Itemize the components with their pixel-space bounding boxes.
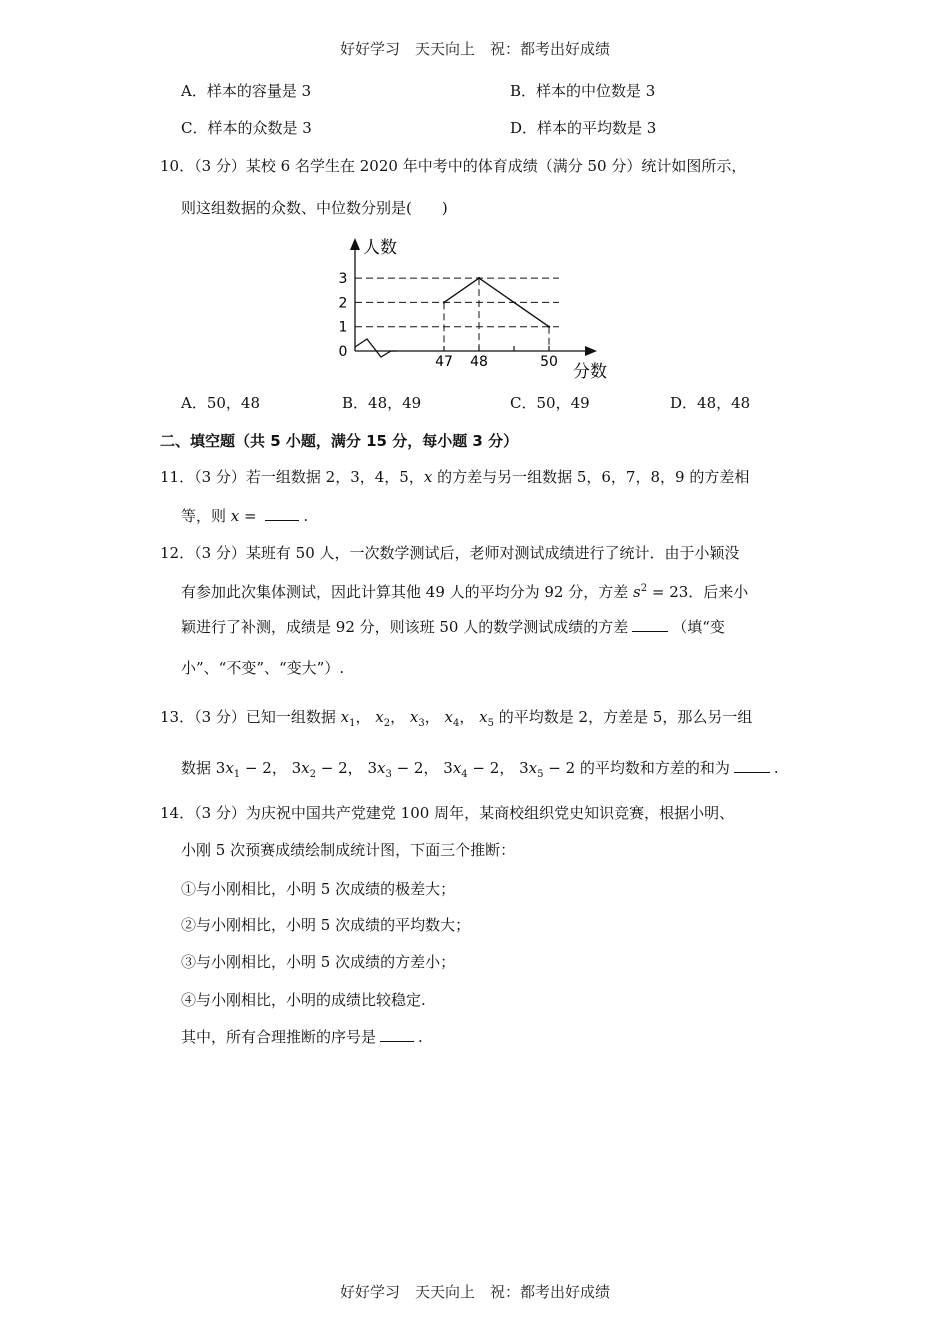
q10-stem-line2: 则这组数据的众数、中位数分别是( ) — [181, 199, 448, 217]
chart-grid — [355, 278, 559, 351]
q13-bsub3: 3 — [385, 769, 392, 780]
q13-sub2: 2 — [383, 718, 391, 729]
q9-option-a: A．样本的容量是 3 — [181, 82, 312, 100]
q13-m2: − 2 — [316, 759, 348, 777]
q13-bsub1: 1 — [233, 769, 241, 780]
axis-break — [355, 339, 397, 357]
q14-item-2: ②与小刚相比，小明 5 次成绩的平均数大； — [181, 916, 471, 934]
q13-sub1: 1 — [349, 718, 356, 729]
q12-line2 — [181, 579, 748, 602]
q13-coef2: 3 — [291, 759, 302, 777]
chart-labels — [339, 238, 607, 382]
y-axis-arrow — [350, 238, 360, 250]
q13-m4: − 2 — [467, 759, 500, 777]
q14-end: . — [418, 1028, 423, 1046]
q13-coef4: 3 — [443, 759, 453, 777]
q13-x4: x — [444, 708, 454, 726]
q14-last — [181, 1027, 423, 1047]
q11-text-e: . — [303, 507, 309, 525]
x-tick-label-47: 47 — [435, 354, 453, 370]
q13-bx1: x — [225, 759, 234, 777]
q10-chart — [335, 236, 615, 386]
q11-text-a: 11．（3 分）若一组数据 2，3，4，5， — [160, 468, 424, 486]
q13-bsub4: 4 — [461, 769, 468, 780]
q13-sub4: 4 — [453, 718, 460, 729]
q11-var-2: x — [230, 507, 240, 525]
q13-sub5: 5 — [487, 718, 495, 729]
q14-answer-blank — [380, 1027, 414, 1042]
q12-sup: 2 — [640, 583, 648, 594]
q12-line4: 小”、“不变”、“变大”）. — [181, 659, 345, 677]
q13-text-c: 数据 — [181, 759, 216, 777]
x-axis-label: 分数 — [573, 362, 607, 382]
q12-text-d: （填“变 — [672, 618, 725, 636]
q14-line2: 小刚 5 次预赛成绩绘制成统计图，下面三个推断： — [181, 841, 516, 859]
q12-line3 — [181, 617, 725, 637]
q13-m1: − 2 — [240, 759, 272, 777]
q12-answer-blank — [632, 617, 668, 632]
q14-item-1: ①与小刚相比，小明 5 次成绩的极差大； — [181, 880, 456, 898]
y-tick-label-1: 1 — [338, 319, 348, 336]
q10-option-b: B．48，49 — [342, 394, 422, 412]
q11-text-d: = — [239, 507, 262, 525]
q13-x5: x — [479, 708, 488, 726]
q14-line1: 14．（3 分）为庆祝中国共产党建党 100 周年，某商校组织党史知识竞赛，根据小明、 — [160, 804, 735, 822]
q9-option-b: B．样本的中位数是 3 — [510, 82, 656, 100]
q13-text-d: 的平均数和方差的和为 — [575, 759, 730, 777]
q10-stem-line1: 10．（3 分）某校 6 名学生在 2020 年中考中的体育成绩（满分 50 分）统计如图所示， — [160, 157, 747, 175]
q13-coef1: 3 — [215, 759, 226, 777]
q13-m3: − 2 — [391, 759, 424, 777]
page-footer: 好好学习 天天向上 祝：都考出好成绩 — [339, 1283, 610, 1301]
q12-line1: 12．（3 分）某班有 50 人，一次数学测试后，老师对测试成绩进行了统计．由于小颖没 — [160, 544, 740, 562]
q13-bx2: x — [301, 759, 310, 777]
y-tick-label-2: 2 — [338, 295, 348, 312]
q9-option-d: D．样本的平均数是 3 — [510, 119, 657, 137]
q13-text-a: 13．（3 分）已知一组数据 — [160, 708, 341, 726]
q13-coef5: 3 — [519, 759, 529, 777]
q13-bx3: x — [376, 759, 386, 777]
q10-option-d: D．48，48 — [670, 394, 751, 412]
q14-item-3: ③与小刚相比，小明 5 次成绩的方差小； — [181, 953, 456, 971]
q11-line1 — [160, 467, 749, 487]
q13-bx4: x — [452, 759, 462, 777]
q11-var: x — [423, 468, 433, 486]
x-tick-label-48: 48 — [470, 354, 488, 370]
q13-m5: − 2 — [543, 759, 576, 777]
q11-text-c: 等，则 — [181, 507, 231, 525]
x-tick-label-50: 50 — [540, 354, 558, 370]
q13-bx5: x — [528, 759, 538, 777]
q13-coef3: 3 — [367, 759, 377, 777]
q9-option-c: C．样本的众数是 3 — [181, 119, 312, 137]
y-tick-label-3: 3 — [338, 271, 348, 288]
q12-text-b: = 23．后来小 — [647, 583, 749, 601]
q13-x2: x — [375, 708, 384, 726]
q12-text-c: 颖进行了补测，成绩是 92 分，则该班 50 人的数学测试成绩的方差 — [181, 618, 629, 636]
q13-bsub5: 5 — [537, 769, 544, 780]
q13-sub3: 3 — [418, 718, 425, 729]
q12-text-a: 有参加此次集体测试，因此计算其他 49 人的平均分为 92 分，方差 — [181, 583, 634, 601]
section-title: 二、填空题（共 5 小题，满分 15 分，每小题 3 分） — [160, 432, 519, 450]
q13-x3: x — [409, 708, 419, 726]
q13-answer-blank — [734, 758, 770, 773]
q13-bsub2: 2 — [309, 769, 316, 780]
y-axis-label: 人数 — [363, 238, 397, 258]
data-point-48 — [478, 277, 480, 279]
x-axis-arrow — [585, 346, 597, 356]
q13-line1: 13．（3 分）已知一组数据 $x_1$， $x_2$， $x_3$， $x_4$， $x_5$ 的平均数是 2，方差是 5，那么另一组 — [160, 708, 753, 729]
q10-option-c: C．50，49 — [510, 394, 590, 412]
data-point-47 — [443, 301, 445, 303]
data-point-50 — [548, 326, 550, 328]
q13-end: . — [773, 759, 779, 777]
page-header: 好好学习 天天向上 祝：都考出好成绩 — [339, 40, 610, 58]
q11-line2 — [181, 506, 308, 526]
q14-last-text: 其中，所有合理推断的序号是 — [181, 1028, 377, 1046]
q14-item-4: ④与小刚相比，小明的成绩比较稳定. — [181, 991, 426, 1009]
q13-x1: x — [340, 708, 350, 726]
q11-answer-blank — [265, 506, 299, 521]
q13-text-b: 的平均数是 2，方差是 5，那么另一组 — [494, 708, 753, 726]
y-tick-label-0: 0 — [338, 344, 348, 360]
q12-s: s — [633, 583, 641, 601]
q13-line2: 数据 $3x_1 - 2$， $3x_2 - 2$， $3x_3 - 2$， $3x_4 - 2$， $3x_5 - 2$ 的平均数和方差的和为 . — [181, 759, 779, 780]
q11-text-b: 的方差与另一组数据 5，6，7，8，9 的方差相 — [432, 468, 750, 486]
q10-option-a: A．50，48 — [181, 394, 261, 412]
